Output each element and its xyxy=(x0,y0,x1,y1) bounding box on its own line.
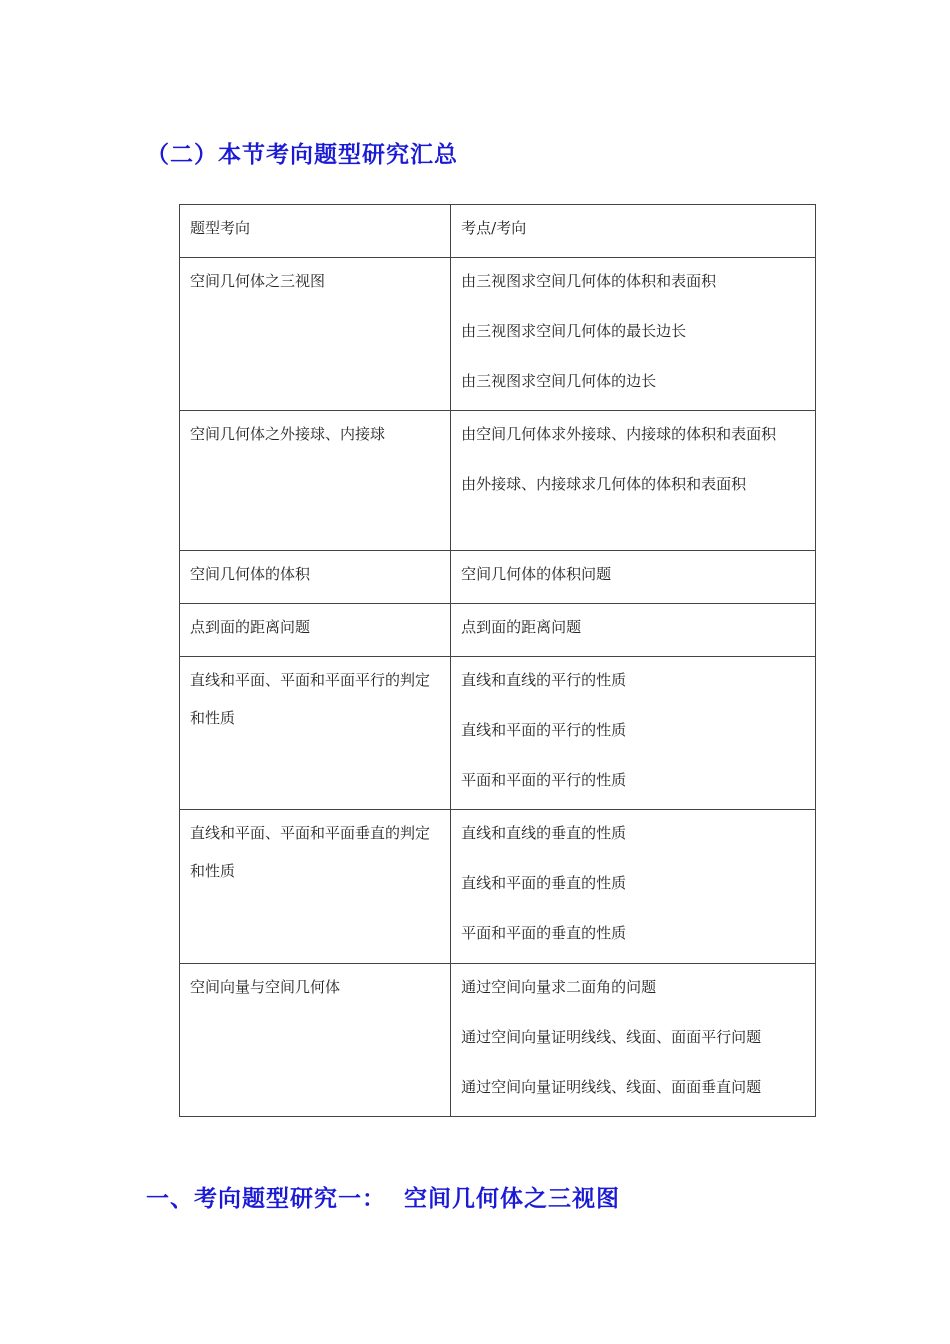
topic-cell: 空间几何体的体积 xyxy=(180,551,451,604)
topic-cell: 直线和平面、平面和平面平行的判定和性质 xyxy=(180,657,451,810)
table-row xyxy=(180,258,816,411)
topic-summary-table xyxy=(179,204,816,1117)
subsection-heading xyxy=(146,1180,620,1213)
points-cell xyxy=(451,657,816,810)
column-header-topic: 题型考向 xyxy=(180,205,451,258)
topic-cell: 点到面的距离问题 xyxy=(180,604,451,657)
points-cell xyxy=(451,411,816,551)
topic-cell: 直线和平面、平面和平面垂直的判定和性质 xyxy=(180,810,451,964)
table-row xyxy=(180,810,816,964)
topic-cell: 空间几何体之外接球、内接球 xyxy=(180,411,451,551)
table-row xyxy=(180,657,816,810)
table-row xyxy=(180,604,816,657)
point-item: 直线和平面的垂直的性质 xyxy=(461,874,627,892)
point-item: 平面和平面的平行的性质 xyxy=(461,771,627,789)
section-heading: （二）本节考向题型研究汇总 xyxy=(146,142,458,168)
point-item: 通过空间向量求二面角的问题 xyxy=(461,978,657,996)
points-cell xyxy=(451,604,816,657)
table-row xyxy=(180,411,816,551)
point-item: 直线和直线的垂直的性质 xyxy=(461,824,627,842)
point-item: 平面和平面的垂直的性质 xyxy=(461,924,627,942)
point-item: 由三视图求空间几何体的边长 xyxy=(461,372,657,390)
point-item: 通过空间向量证明线线、线面、面面平行问题 xyxy=(461,1028,762,1046)
points-cell xyxy=(451,810,816,964)
point-item: 由三视图求空间几何体的最长边长 xyxy=(461,322,687,340)
point-item: 点到面的距离问题 xyxy=(461,618,582,636)
points-cell xyxy=(451,551,816,604)
column-header-points: 考点/考向 xyxy=(451,205,816,258)
point-item: 直线和直线的平行的性质 xyxy=(461,671,627,689)
point-item: 由外接球、内接球求几何体的体积和表面积 xyxy=(461,475,747,493)
subsection-prefix: 一、考向题型研究一： xyxy=(146,1186,386,1212)
table-header-row xyxy=(180,205,816,258)
point-item: 空间几何体的体积问题 xyxy=(461,565,612,583)
table-row xyxy=(180,964,816,1117)
point-item: 由空间几何体求外接球、内接球的体积和表面积 xyxy=(461,425,777,443)
topic-cell: 空间向量与空间几何体 xyxy=(180,964,451,1117)
point-item: 通过空间向量证明线线、线面、面面垂直问题 xyxy=(461,1078,762,1096)
subsection-title: 空间几何体之三视图 xyxy=(404,1186,620,1212)
point-item: 由三视图求空间几何体的体积和表面积 xyxy=(461,272,717,290)
points-cell xyxy=(451,964,816,1117)
point-item: 直线和平面的平行的性质 xyxy=(461,721,627,739)
table-row xyxy=(180,551,816,604)
points-cell xyxy=(451,258,816,411)
topic-cell: 空间几何体之三视图 xyxy=(180,258,451,411)
